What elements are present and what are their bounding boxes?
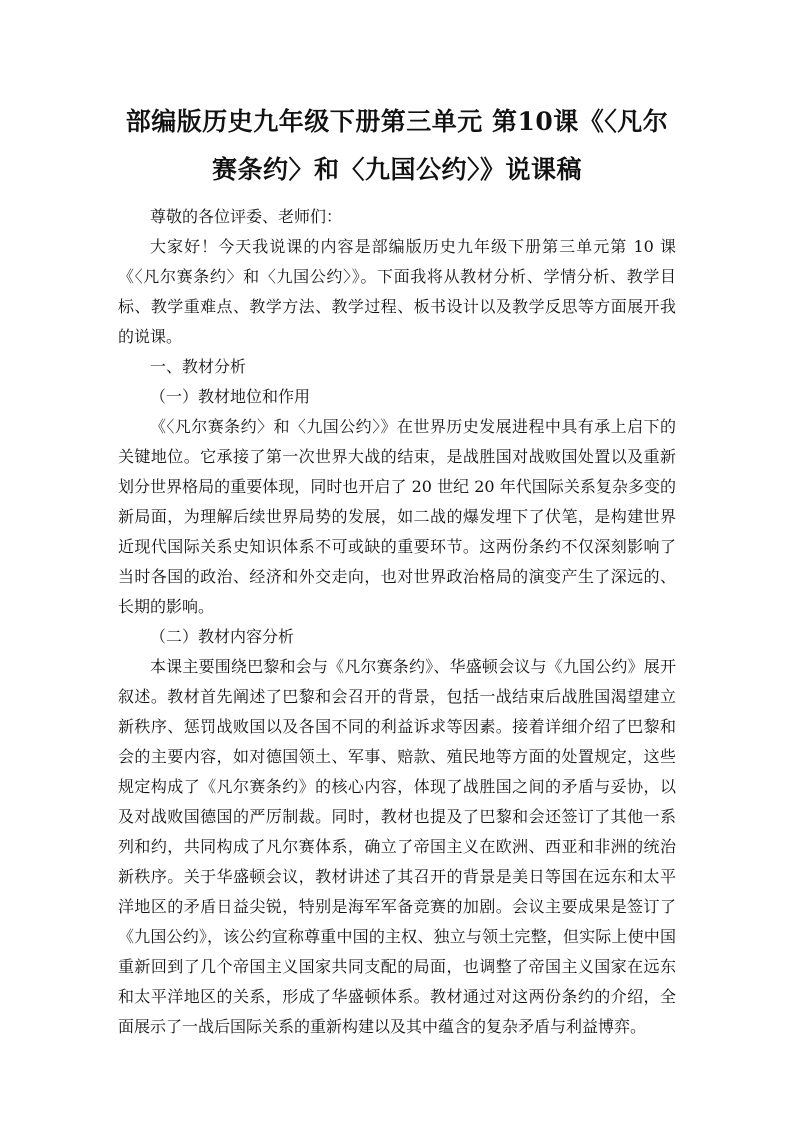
paragraph-status-role: 《〈凡尔赛条约〉和〈九国公约〉》在世界历史发展进程中具有承上启下的关键地位。它承接了第一次世界大战的结束，是战胜国对战败国处置以及重新划分世界格局的重要体现，同时也开启了 20 世纪 20 年代国际关系复杂多变的新局面，为理解后续世界局势的发展，如二战的爆发埋下了伏笔，是构建世界近现代国际关系史知识体系不可或缺的重要环节。这两份条约不仅深刻影响了当时各国的政治、经济和外交走向，也对世界政治格局的演变产生了深远的、长期的影响。 — [118, 417, 676, 616]
section-heading-textbook-analysis: 一、教材分析 — [150, 357, 247, 376]
subsection-heading-status-role: （一）教材地位和作用 — [150, 387, 311, 406]
paragraph-content-analysis: 本课主要围绕巴黎和会与《凡尔赛条约》、华盛顿会议与《九国公约》展开叙述。教材首先阐述了巴黎和会召开的背景，包括一战结束后战胜国渴望建立新秩序、惩罚战败国以及各国不同的利益诉求等因素。接着详细介绍了巴黎和会的主要内容，如对德国领土、军事、赔款、殖民地等方面的处置规定，这些规定构成了《凡尔赛条约》的核心内容，体现了战胜国之间的矛盾与妥协，以及对战败国德国的严厉制裁。同时，教材也提及了巴黎和会还签订了其他一系列和约，共同构成了凡尔赛体系，确立了帝国主义在欧洲、西亚和非洲的统治新秩序。关于华盛顿会议，教材讲述了其召开的背景是美日等国在远东和太平洋地区的矛盾日益尖锐，特别是海军军备竞赛的加剧。会议主要成果是签订了《九国公约》，该公约宣称尊重中国的主权、独立与领土完整，但实际上使中国重新回到了几个帝国主义国家共同支配的局面，也调整了帝国主义国家在远东和太平洋地区的关系，形成了华盛顿体系。教材通过对这两份条约的介绍，全面展示了一战后国际关系的重新构建以及其中蕴含的复杂矛盾与利益博弈。 — [118, 657, 676, 1036]
document-title: 部编版历史九年级下册第三单元 第10课《〈凡尔赛条约〉和〈九国公约〉》说课稿 — [125, 107, 669, 184]
greeting: 尊敬的各位评委、老师们： — [150, 207, 343, 226]
subsection-heading-content-analysis: （二）教材内容分析 — [150, 627, 295, 646]
intro-paragraph: 大家好！今天我说课的内容是部编版历史九年级下册第三单元第 10 课《〈凡尔赛条约〉和〈九国公约〉》。下面我将从教材分析、学情分析、教学目标、教学重难点、教学方法、教学过程、板书设计以及教学反思等方面展开我的说课。 — [118, 237, 676, 346]
